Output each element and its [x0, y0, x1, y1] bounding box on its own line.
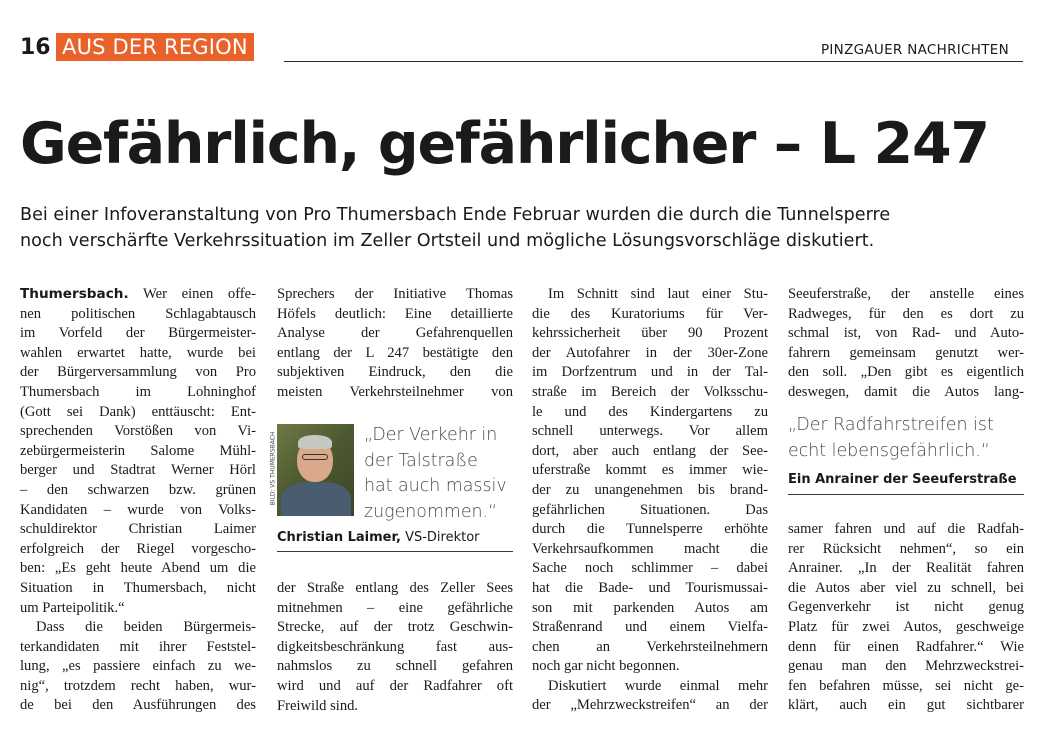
pull-quote-line: hat auch massiv [364, 476, 507, 496]
body-line: nig“, trotzdem recht haben, wur- [20, 677, 256, 694]
body-line: zebürgermeisterin Salome Mühl- [20, 442, 256, 459]
headline: Gefährlich, gefährlicher – L 247 [20, 111, 989, 177]
body-line: samer fahren und auf die Radfah- [788, 521, 1024, 537]
body-line: digkeitsbeschränkung fast aus- [277, 638, 513, 655]
column-4-bottom [788, 520, 1024, 716]
body-line: Anrainer. „In der Realität fahren [788, 560, 1024, 577]
body-line: wahlen erwartet hatte, wurde bei [20, 344, 256, 361]
body-line: Verkehrsaufkommen macht die [532, 540, 768, 557]
body-line: de bei den Ausführungen des [20, 697, 256, 714]
lead-line: noch verschärfte Verkehrssituation im Zeller Ortsteil und mögliche Lösungsvorschläge diskutiert. [20, 231, 875, 251]
column-2-bottom [277, 579, 513, 716]
body-paragraph [277, 579, 513, 716]
portrait-body-shape [281, 482, 351, 516]
body-line: Situation in Thumersbach, nicht [20, 579, 256, 596]
pull-quote-line: echt lebensgefährlich.“ [788, 440, 990, 461]
body-line: mitnehmen – eine gefährliche [277, 599, 513, 616]
body-line: durch die Tunnelsperre erhöhte [532, 521, 768, 538]
column-4-top [788, 285, 1024, 403]
pull-quote-anrainer [788, 413, 994, 464]
body-paragraph [788, 285, 1024, 403]
body-paragraph [277, 285, 513, 403]
body-line: ben: „Es geht heute Abend um die [20, 560, 256, 577]
body-line: straße im Bereich der Volksschu- [532, 383, 768, 400]
portrait-photo [277, 424, 354, 516]
column-1 [20, 285, 256, 716]
body-line: erfolgreich der Riegel vorgescho- [20, 540, 256, 557]
body-line [20, 285, 256, 305]
page-header [20, 33, 1023, 65]
photo-credit-text: BILD: VS THUMERSBACH [269, 431, 277, 506]
body-line: im Vorfeld der Bürgermeister- [20, 325, 256, 342]
body-line: son mit parkenden Autos am [532, 599, 768, 616]
body-line: Freiwild sind. [277, 697, 359, 714]
body-line: Diskutiert wurde einmal mehr [548, 677, 768, 694]
quote-attribution-anrainer: Ein Anrainer der Seeuferstraße [788, 472, 1017, 487]
body-line: der Autofahrer in der 30er-Zone [532, 344, 768, 361]
body-line: Straßenrand und einem Vielfa- [532, 619, 768, 636]
body-line: denn für einen Radfahrer.“ Wie [788, 638, 1024, 655]
photo-credit [266, 425, 275, 515]
column-3 [532, 285, 768, 716]
body-line: Kandidaten – wurde von Volks- [20, 501, 256, 518]
pull-quote-line: „Der Radfahrstreifen ist [788, 415, 994, 435]
quote-attribution-laimer [277, 530, 480, 545]
body-line: um Parteipolitik.“ [20, 599, 125, 616]
body-line: der Bürgerversammlung von Pro [20, 364, 256, 381]
pull-quote-line: zugenommen.“ [364, 501, 498, 522]
body-line: le und des Kindergartens zu [532, 403, 768, 420]
body-line: die des Kuratoriums für Ver- [532, 305, 768, 322]
quote-divider [277, 551, 513, 552]
body-line: Dass die beiden Bürgermeis- [36, 619, 256, 636]
pull-quote-line: der Talstraße [364, 450, 478, 471]
body-line: die Autos aber viel zu schnell, bei [788, 579, 1024, 596]
body-paragraph [20, 285, 256, 716]
body-line: schnell unterwegs. Vor allem [532, 423, 768, 440]
body-line: Seeuferstraße, der anstelle eines [788, 286, 1024, 302]
body-line: hat die Bade- und Tourismussai- [532, 579, 768, 596]
publication-name: PINZGAUER NACHRICHTEN [820, 42, 1009, 58]
body-line: uferstraße kommt es immer wie- [532, 462, 768, 479]
body-line: nahmslos zu schnell gefahren [277, 658, 513, 675]
quote-divider [788, 494, 1024, 495]
body-line: den soll. „Den gibt es eigentlich [788, 364, 1024, 381]
lead-paragraph [20, 202, 1020, 254]
body-line: berger und Stadtrat Werner Hörl [20, 462, 256, 479]
body-line: gefährlichen Situationen. Das [532, 501, 768, 518]
body-line: (Gott sei Dank) enttäuscht: Ent- [20, 403, 256, 420]
body-line: Strecke, auf der trotz Geschwin- [277, 619, 513, 636]
body-line: genau man den Mehrzweckstrei- [788, 658, 1024, 675]
portrait-glasses-shape [302, 454, 328, 460]
body-line: Gegenverkehr ist nicht genug [788, 599, 1024, 616]
body-line: fen befahren müsse, sei nicht ge- [788, 677, 1024, 694]
body-line: schmal ist, von Rad- und Auto- [788, 325, 1024, 342]
body-line: Im Schnitt sind laut einer Stu- [548, 286, 768, 302]
body-line: Radweges, für den es dort zu [788, 305, 1024, 322]
dateline: Thumersbach. [20, 286, 129, 302]
body-line: deswegen, damit die Autos lang- [788, 383, 1024, 400]
attribution-name: Christian Laimer, [277, 530, 401, 545]
column-2-top [277, 285, 513, 403]
page-number: 16 [20, 35, 51, 60]
body-text: Wer einen offe- [143, 286, 256, 302]
body-line: schuldirektor Christian Laimer [20, 521, 256, 538]
body-line: im Dorfzentrum und in der Tal- [532, 364, 768, 381]
body-line: der Straße entlang des Zeller Sees [277, 580, 513, 596]
body-line: klärt, auch ein gut sichtbarer [788, 697, 1024, 714]
body-line: chen an Verkehrsteilnehmern [532, 638, 768, 655]
pull-quote-laimer [364, 423, 507, 525]
body-line: noch gar nicht begonnen. [532, 658, 680, 675]
attribution-role: VS-Direktor [400, 530, 480, 545]
body-line: rer Rücksicht nehmen“, so ein [788, 540, 1024, 557]
body-line: kehrssicherheit über 90 Prozent [532, 325, 768, 342]
body-line: sprechenden Vorstößen von Vi- [20, 423, 256, 440]
body-line: lung, „es passiere einfach zu we- [20, 658, 256, 675]
body-line: entlang der L 247 bestätigte den [277, 344, 513, 361]
portrait-hair-shape [298, 435, 332, 449]
lead-line: Bei einer Infoveranstaltung von Pro Thumersbach Ende Februar wurden die durch die Tunnelsperre [20, 205, 891, 225]
body-line: Analyse der Gefahrenquellen [277, 325, 513, 342]
section-tag: AUS DER REGION [56, 33, 254, 61]
body-line: terkandidaten mit ihrer Feststel- [20, 638, 256, 655]
body-line: subjektiven Eindruck, den die [277, 364, 513, 381]
body-line: meisten Verkehrsteilnehmer von [277, 383, 513, 400]
pull-quote-line: „Der Verkehr in [364, 425, 498, 445]
body-line: wird und auf der Radfahrer oft [277, 677, 513, 694]
body-line: Thumersbach im Lohninghof [20, 383, 256, 400]
body-line: nen politischen Schlagabtausch [20, 305, 256, 322]
header-rule [284, 61, 1023, 62]
body-line: Sprechers der Initiative Thomas [277, 286, 513, 302]
body-line: Platz für zwei Autos, geschweige [788, 618, 1024, 635]
body-line: Sache noch schlimmer – dabei [532, 560, 768, 577]
body-paragraph [532, 285, 768, 716]
body-line: der zu unangenehmen bis brand- [532, 481, 768, 498]
body-line: – den schwarzen bzw. grünen [20, 481, 256, 498]
body-paragraph [788, 520, 1024, 716]
body-line: fahrern gemeinsam genutzt wer- [788, 344, 1024, 361]
body-line: dort, aber auch entlang der See- [532, 442, 768, 459]
body-line: Höfels deutlich: Eine detaillierte [277, 305, 513, 322]
body-line: der „Mehrzweckstreifen“ an der [532, 697, 768, 714]
